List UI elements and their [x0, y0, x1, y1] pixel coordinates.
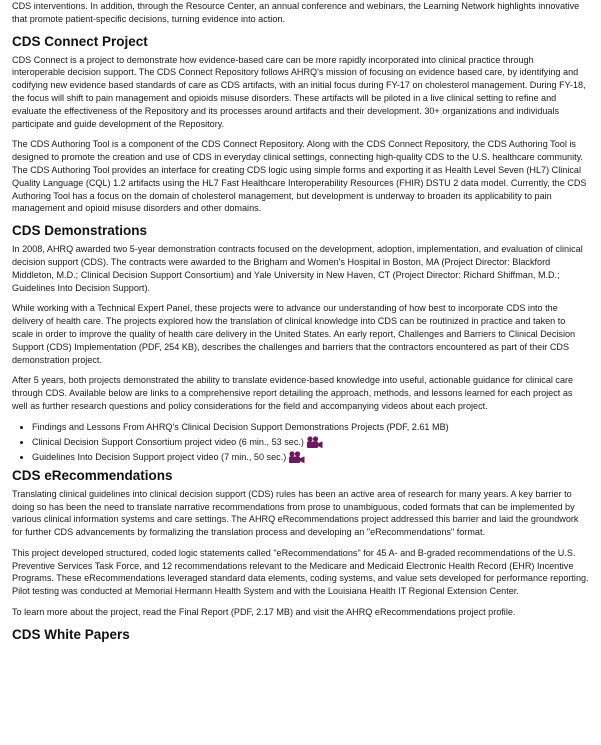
- section-heading-cds-erecommendations: CDS eRecommendations: [12, 467, 173, 483]
- guidelines-video-link[interactable]: Guidelines Into Decision Support project video (7 min., 50 sec.): [32, 451, 287, 462]
- list-item[interactable]: [32, 436, 589, 449]
- list-item[interactable]: [32, 421, 589, 434]
- video-camera-icon[interactable]: [306, 436, 323, 449]
- section-heading-cds-connect: CDS Connect Project: [12, 33, 148, 49]
- intro-paragraph: CDS interventions. In addition, through the Resource Center, an annual conference and webinars, the Learning Network highlights innovative that promote patient-specific decisions, turning evidence into action.: [12, 1, 580, 24]
- section-heading-cds-demonstrations: CDS Demonstrations: [12, 223, 148, 239]
- section-heading-cds-white-papers: CDS White Papers: [12, 626, 130, 642]
- consortium-video-link[interactable]: Clinical Decision Support Consortium project video (6 min., 53 sec.): [32, 436, 304, 447]
- cds-erecommendations-paragraph-1: Translating clinical guidelines into clinical decision support (CDS) rules has been an active area of research for many years. A key barrier to doing so has been the need to translate narrative recommendations from prose to unambiguous, coded formats that can be implemented by various clinical information systems and care settings. The AHRQ eRecommendations project addressed this barrier and laid the groundwork for further CDS advancements by formalizing the translation process and developing an "eRecommendations" format.: [12, 488, 579, 538]
- cds-erecommendations-paragraph-3: To learn more about the project, read the Final Report (PDF, 2.17 MB) and visit the AHRQ eRecommendations project profile.: [12, 607, 516, 618]
- list-item[interactable]: [32, 451, 589, 464]
- cds-erecommendations-paragraph-2: This project developed structured, coded logic statements called "eRecommendations" for 45 A- and B-graded recommendations of the U.S. Preventive Services Task Force, and 12 recommendations relevant to the Medicare and Medicaid Electronic Health Record (EHR) Incentive Programs. These eRecommendations leveraged standard data elements, coding systems, and value sets developed for performance reporting. Pilot testing was conducted at Memorial Hermann Health System and with the Louisiana Health IT Regional Extension Center.: [12, 547, 589, 597]
- findings-report-link[interactable]: Findings and Lessons From AHRQ's Clinical Decision Support Demonstrations Projects (PDF, 2.61 MB): [32, 421, 449, 432]
- cds-demonstrations-paragraph-1: In 2008, AHRQ awarded two 5-year demonstration contracts focused on the development, adoption, implementation, and evaluation of clinical decision support (CDS). The contracts were awarded to the Brigham and Women's Hospital in Boston, MA (Project Director: Blackford Middleton, M.D.; Clinical Decision Support Consortium) and Yale University in New Haven, CT (Project Director: Richard Shiffman, M.D.; Guidelines Into Decision Support).: [12, 244, 583, 293]
- cds-demonstrations-paragraph-2: While working with a Technical Expert Panel, these projects were to advance our understanding of how best to incorporate CDS into the delivery of health care. The projects explored how the translation of clinical knowledge into CDS can be routinized in practice and taken to scale in order to improve the quality of health care delivery in the United States. An early report, Challenges and Barriers to Clinical Decision Support (CDS) Implementation (PDF, 254 KB), describes the challenges and barriers that the contractors encountered as part of their CDS demonstration project.: [12, 303, 576, 365]
- video-camera-icon[interactable]: [288, 451, 305, 464]
- demonstrations-link-list: [12, 421, 589, 464]
- cds-demonstrations-paragraph-3: After 5 years, both projects demonstrated the ability to translate evidence-based knowledge into useful, actionable guidance for clinical care through CDS. Available below are links to a comprehensive report detailing the approach, methods, and lessons learned for each project as well as further research questions and policy considerations for the field and accompanying videos about each project.: [12, 375, 574, 411]
- cds-connect-paragraph-1: CDS Connect is a project to demonstrate how evidence-based care can be more rapidly incorporated into clinical practice through interoperable decision support. The CDS Connect Repository follows AHRQ's mission of focusing on evidence based care, by identifying and codifying new evidence based standards of care as CDS artifacts, with an initial focus during FY-17 on cholesterol management. During FY-18, the focus will shift to pain management and opioids misuse disorders. These artifacts will be piloted in a live clinical setting to refine and evaluate the effectiveness of the Repository and its processes around artifacts and their development. 30+ organizations and individuals participate and guide development of the Repository.: [12, 54, 586, 129]
- cds-connect-paragraph-2: The CDS Authoring Tool is a component of the CDS Connect Repository. Along with the CDS Connect Repository, the CDS Authoring Tool is designed to promote the creation and use of CDS in everyday clinical settings, connecting high-quality CDS to the U.S. healthcare community. The CDS Authoring Tool provides an interface for creating CDS logic using simple forms and exporting it as Health Level Seven (HL7) Clinical Quality Language (CQL) 1.2 artifacts using the HL7 Fast Healthcare Interoperability Resources (FHIR) DSTU 2 data model. Currently, the CDS Authoring Tool has a focus on the domain of cholesterol management, but development is underway to broaden its applicability to pain management and opioid misuse disorders and other domains.: [12, 139, 587, 214]
